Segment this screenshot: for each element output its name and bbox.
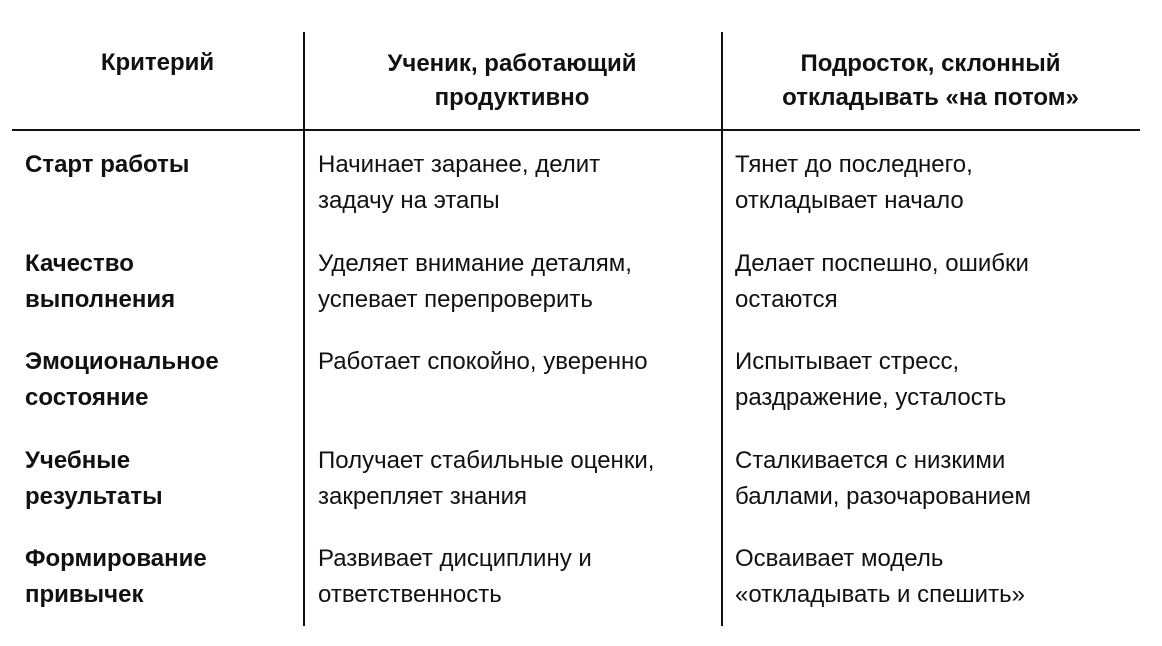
comparison-table [12, 32, 1140, 640]
criterion-cell: Формирование привычек [25, 545, 207, 608]
header-procrastinator: Подросток, склонный откладывать «на потом» [782, 50, 1079, 111]
table-row [12, 344, 1140, 443]
criterion-cell: Учебные результаты [25, 446, 163, 510]
productive-cell: Уделяет внимание деталям, успевает перепроверить [318, 249, 632, 313]
table-row [12, 443, 1140, 542]
table-header [12, 32, 1140, 131]
criterion-cell: Старт работы [25, 151, 190, 178]
productive-cell: Работает спокойно, уверенно [318, 348, 648, 375]
productive-cell: Начинает заранее, делит задачу на этапы [318, 151, 601, 214]
procrastinator-cell: Делает поспешно, ошибки остаются [735, 249, 1029, 313]
table-row [12, 541, 1140, 640]
procrastinator-cell: Тянет до последнего, откладывает начало [735, 151, 973, 214]
procrastinator-cell: Испытывает стресс, раздражение, усталость [735, 348, 1007, 411]
header-productive: Ученик, работающий продуктивно [387, 50, 637, 111]
table-body [12, 131, 1140, 640]
table-row [12, 246, 1140, 345]
procrastinator-cell: Осваивает модель «откладывать и спешить» [735, 545, 1025, 608]
header-criterion: Критерий [100, 49, 215, 76]
criterion-cell: Качество выполнения [25, 249, 176, 313]
procrastinator-cell: Сталкивается с низкими баллами, разочарованием [735, 446, 1032, 510]
table-row [12, 147, 1140, 246]
criterion-cell: Эмоциональное состояние [25, 348, 219, 411]
productive-cell: Получает стабильные оценки, закрепляет знания [318, 446, 655, 510]
productive-cell: Развивает дисциплину и ответственность [318, 545, 592, 608]
